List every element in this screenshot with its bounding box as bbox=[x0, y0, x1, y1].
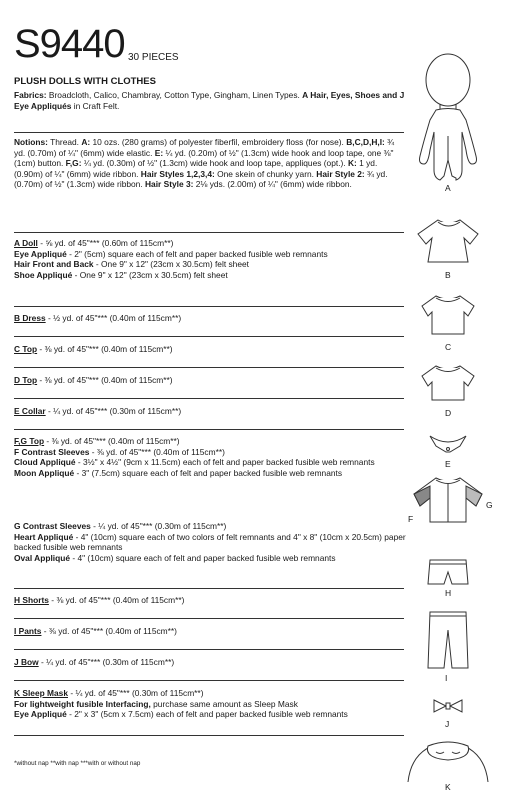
moon-applique-text: - 3" (7.5cm) square each of felt and paper backed fusible web remnants bbox=[74, 467, 343, 478]
interfacing-label: For lightweight fusible Interfacing, bbox=[14, 698, 151, 709]
top-fg-illustration bbox=[414, 478, 482, 522]
notions-bcdhi: ¾ yd. (0.70m) of ¼" (6mm) wide elastic. bbox=[14, 137, 395, 158]
section-a-yardage: - ⅝ yd. of 45"*** (0.60m of 115cm**) bbox=[37, 238, 174, 248]
pattern-number: S9440 bbox=[14, 22, 125, 66]
dress-illustration bbox=[418, 220, 478, 262]
illustration-label-e: E bbox=[445, 459, 451, 469]
fabrics-felt-items: A Hair, Eyes, Shoes and J Eye Appliqués bbox=[14, 90, 405, 111]
top-c-illustration bbox=[422, 296, 474, 334]
section-j-title: J Bow bbox=[14, 657, 39, 667]
section-g-yardage: - ¼ yd. of 45"*** (0.30m of 115cm**) bbox=[90, 521, 227, 531]
illustration-label-k: K bbox=[445, 782, 451, 792]
notions-fg: ¼ yd. (0.30m) of ½" (1.3cm) wide hook and loop tape, appliques (opt.). bbox=[81, 158, 348, 169]
section-e-yardage: - ¼ yd. of 45"*** (0.30m of 115cm**) bbox=[45, 406, 182, 416]
cloud-applique-label: Cloud Appliqué bbox=[14, 457, 76, 468]
illustration-label-b: B bbox=[445, 270, 451, 280]
illustration-label-h: H bbox=[445, 588, 452, 598]
fabrics-tail: in Craft Felt. bbox=[71, 100, 120, 111]
section-c-yardage: - ⅜ yd. of 45"*** (0.40m of 115cm**) bbox=[37, 344, 173, 354]
notions-bcdhi-label: B,C,D,H,I: bbox=[346, 137, 385, 147]
section-b-title: B Dress bbox=[14, 313, 46, 323]
shoe-applique-label: Shoe Appliqué bbox=[14, 269, 73, 280]
notions-k-label: K: bbox=[347, 158, 357, 169]
section-k-yardage: - ¼ yd. of 45"*** (0.30m of 115cm**) bbox=[68, 688, 204, 698]
heart-applique-text: - 4" (10cm) square each of two colors of felt remnants and 4" x 8" (10cm x 20.5cm) paper backed fusible web remnants bbox=[14, 531, 406, 553]
notions-fg-label: F,G: bbox=[65, 158, 82, 169]
eye-applique-label: Eye Appliqué bbox=[14, 248, 67, 259]
section-k-title: K Sleep Mask bbox=[14, 688, 68, 698]
shoe-applique-text: - One 9" x 12" (23cm x 30.5cm) felt sheet bbox=[72, 269, 228, 280]
section-h-yardage: - ⅜ yd. of 45"*** (0.40m of 115cm**) bbox=[48, 595, 185, 605]
moon-applique-label: Moon Appliqué bbox=[14, 467, 75, 478]
section-d-yardage: - ⅜ yd. of 45"*** (0.40m of 115cm**) bbox=[37, 375, 173, 385]
section-g-title: G Contrast Sleeves bbox=[14, 521, 91, 531]
notions-hair-style-3-label: Hair Style 3: bbox=[144, 179, 194, 190]
pants-illustration bbox=[428, 612, 468, 668]
section-h-title: H Shorts bbox=[14, 595, 49, 605]
section-i-title: I Pants bbox=[14, 626, 42, 636]
notions-a: 10 ozs. (280 grams) of polyester fiberfil, embroidery floss (for nose). bbox=[90, 137, 347, 147]
illustration-label-j: J bbox=[445, 719, 450, 729]
f-contrast-sleeves-text: - ⅜ yd. of 45"*** (0.40m of 115cm**) bbox=[89, 446, 225, 457]
heart-applique-label: Heart Appliqué bbox=[14, 531, 74, 542]
notions-label: Notions: bbox=[14, 137, 48, 147]
section-b-yardage: - ½ yd. of 45"*** (0.40m of 115cm**) bbox=[45, 313, 182, 323]
pattern-category: PLUSH DOLLS WITH CLOTHES bbox=[14, 76, 156, 87]
k-eye-applique-text: - 2" x 3" (5cm x 7.5cm) each of felt and paper backed fusible web remnants bbox=[66, 709, 348, 720]
notions-hair-style-3: 2⅛ yds. (2.00m) of ¼" (6mm) wide ribbon. bbox=[193, 179, 352, 190]
f-contrast-sleeves-label: F Contrast Sleeves bbox=[14, 446, 90, 457]
piece-count: 30 PIECES bbox=[128, 52, 179, 63]
fabrics-label: Fabrics: bbox=[14, 90, 47, 100]
hair-label: Hair Front and Back bbox=[14, 259, 94, 270]
illustration-label-i: I bbox=[445, 673, 448, 683]
notions-hair-styles: One skein of chunky yarn. bbox=[214, 168, 317, 179]
cloud-applique-text: - 3½" x 4½" (9cm x 11.5cm) each of felt and paper backed fusible web remnants bbox=[75, 457, 375, 468]
notions-e: ¼ yd. (0.20m) of ½" (1.3cm) wide hook and loop tape, one ⅜" (1cm) button. bbox=[14, 147, 394, 169]
notions-hair-style-2: ¾ yd. (0.70m) of ½" (1.3cm) wide ribbon. bbox=[14, 168, 388, 190]
section-d-title: D Top bbox=[14, 375, 38, 385]
hair-text: - One 9" x 12" (23cm x 30.5cm) felt sheet bbox=[93, 259, 249, 270]
sleep-mask-illustration bbox=[408, 742, 488, 782]
section-fg-title: F,G Top bbox=[14, 436, 45, 446]
section-i-yardage: - ⅜ yd. of 45"*** (0.40m of 115cm**) bbox=[41, 626, 177, 636]
notions-thread: Thread. bbox=[47, 137, 82, 147]
bow-illustration bbox=[434, 700, 462, 712]
section-fg-yardage: - ⅜ yd. of 45"*** (0.40m of 115cm**) bbox=[44, 436, 180, 446]
fabrics-text: Broadcloth, Calico, Chambray, Cotton Type, Gingham, Linen Types. bbox=[46, 90, 303, 100]
section-j-yardage: - ¼ yd. of 45"*** (0.30m of 115cm**) bbox=[38, 657, 175, 667]
eye-applique-text: - 2" (5cm) square each of felt and paper backed fusible web remnants bbox=[66, 248, 328, 259]
section-e-title: E Collar bbox=[14, 406, 46, 416]
illustration-label-f: F bbox=[408, 514, 414, 524]
doll-illustration bbox=[420, 54, 477, 180]
illustration-label-a: A bbox=[445, 183, 451, 193]
illustration-label-c: C bbox=[445, 342, 452, 352]
section-c-title: C Top bbox=[14, 344, 38, 354]
illustration-label-d: D bbox=[445, 408, 452, 418]
notions-a-label: A: bbox=[81, 137, 91, 147]
notions-hair-style-2-label: Hair Style 2: bbox=[316, 168, 365, 179]
footnote: *without nap **with nap ***with or without nap bbox=[14, 760, 141, 767]
top-d-illustration bbox=[422, 366, 474, 400]
section-a-title: A Doll bbox=[14, 238, 38, 248]
collar-illustration bbox=[430, 436, 466, 452]
k-eye-applique-label: Eye Appliqué bbox=[14, 709, 67, 720]
notions-e-label: E: bbox=[154, 147, 164, 158]
interfacing-text: purchase same amount as Sleep Mask bbox=[150, 698, 298, 709]
illustration-label-g: G bbox=[486, 500, 493, 510]
notions-hair-styles-label: Hair Styles 1,2,3,4: bbox=[140, 168, 215, 179]
notions-k: 1 yd. (0.90m) of ¼" (6mm) wide ribbon. bbox=[14, 158, 378, 179]
shorts-illustration bbox=[428, 560, 468, 584]
oval-applique-text: - 4" (10cm) square each of felt and paper backed fusible web remnants bbox=[70, 552, 336, 563]
oval-applique-label: Oval Appliqué bbox=[14, 552, 70, 563]
